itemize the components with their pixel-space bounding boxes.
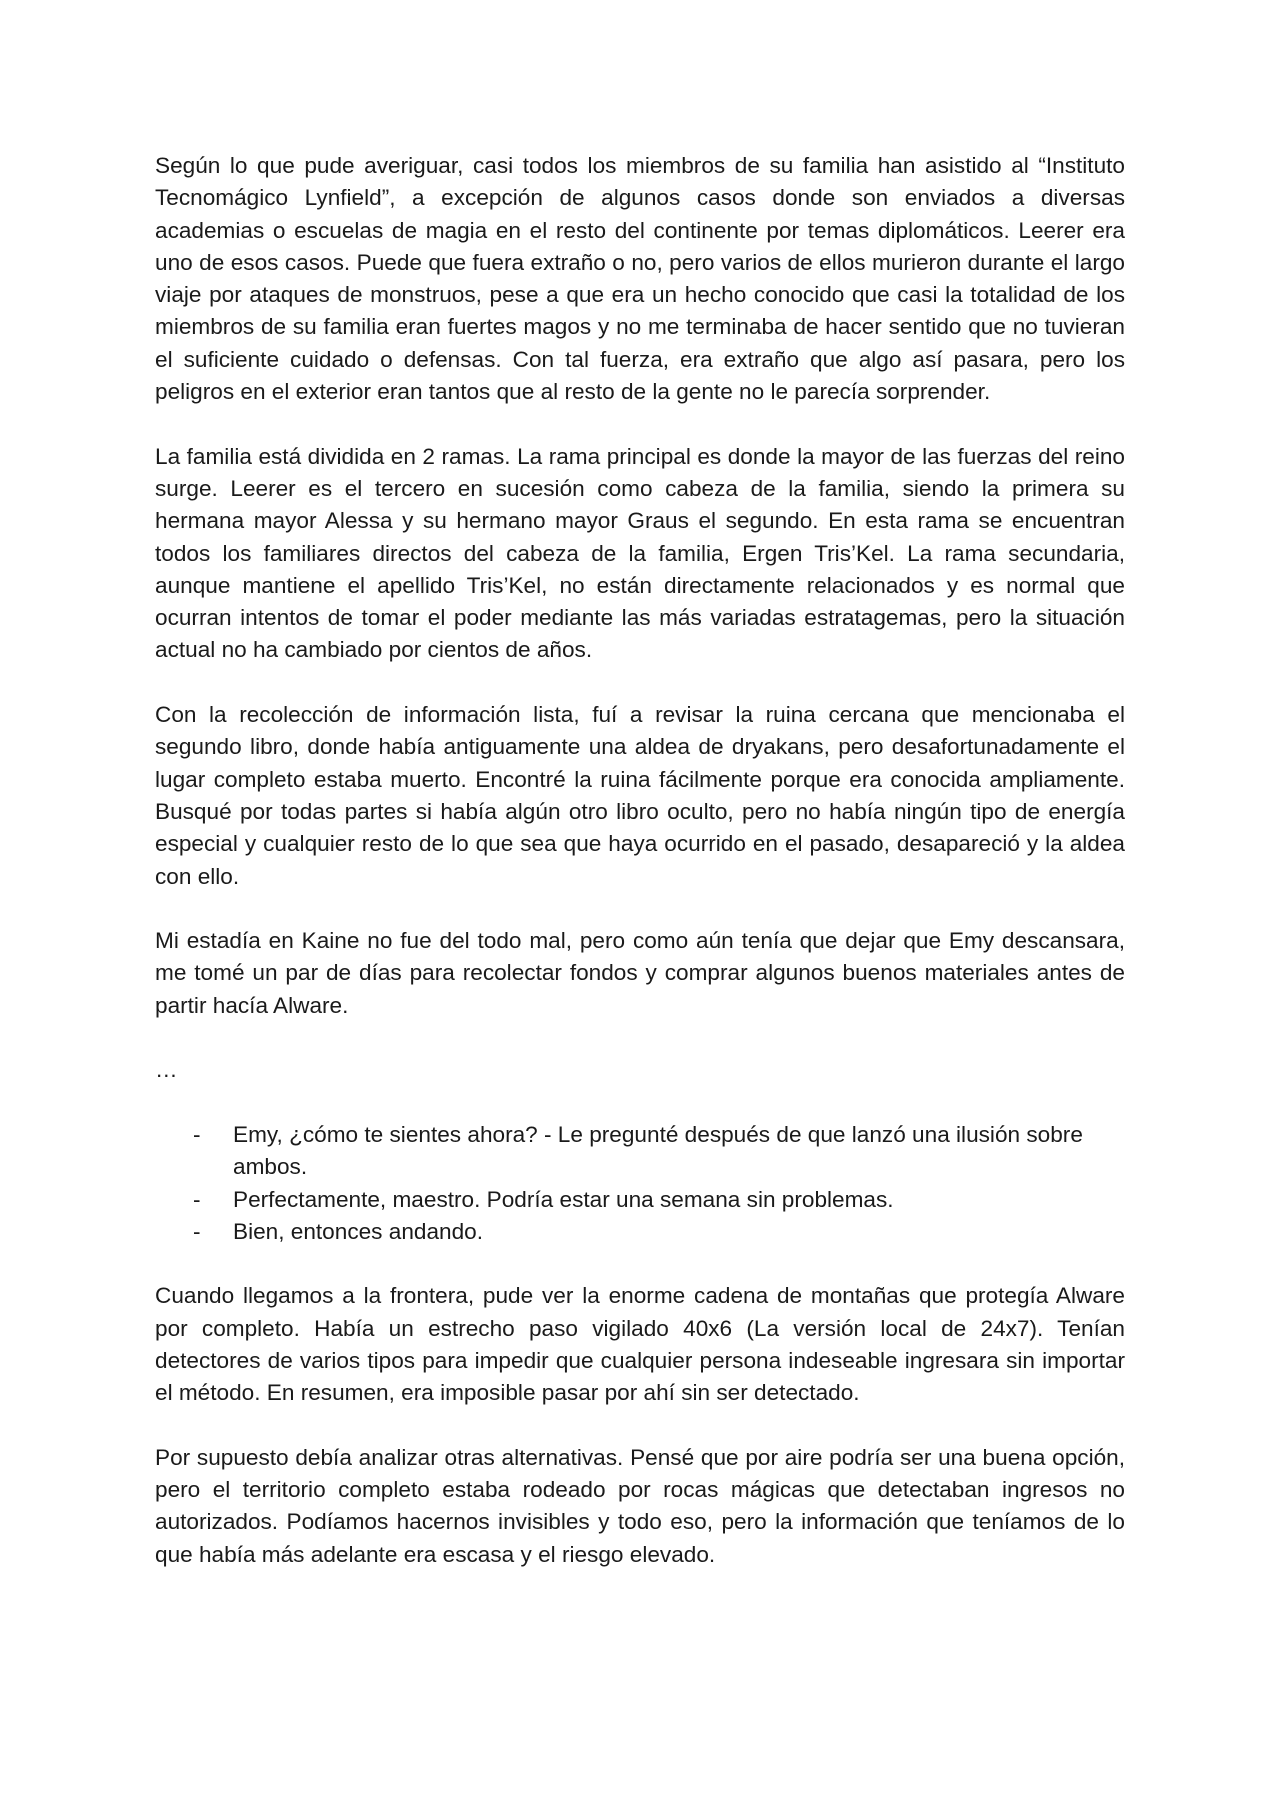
dialogue-text: Bien, entonces andando. (233, 1218, 483, 1244)
dialogue-dash: - (193, 1186, 201, 1212)
paragraph-6: Por supuesto debía analizar otras alternativas. Pensé que por aire podría ser una buena opción, pero el territorio completo estaba rodeado por rocas mágicas que detectaban ingresos no autorizados. Podíamos hacernos invisibles y todo eso, pero la información que teníamos de lo que había más adelante era escasa y el riesgo elevado. (155, 1444, 1125, 1567)
paragraph-3: Con la recolección de información lista, fuí a revisar la ruina cercana que mencionaba el segundo libro, donde había antiguamente una aldea de dryakans, pero desafortunadamente el lugar completo estaba muerto. Encontré la ruina fácilmente porque era conocida ampliamente. Busqué por todas partes si había algún otro libro oculto, pero no había ningún tipo de energía especial y cualquier resto de lo que sea que haya ocurrido en el pasado, desapareció y la aldea con ello. (155, 702, 1125, 889)
document-page (155, 150, 1125, 1571)
dialogue-text: Perfectamente, maestro. Podría estar una semana sin problemas. (233, 1186, 894, 1212)
dialogue-line (155, 1184, 1125, 1216)
paragraph-2: La familia está dividida en 2 ramas. La rama principal es donde la mayor de las fuerzas del reino surge. Leerer es el tercero en sucesión como cabeza de la familia, siendo la primera su hermana mayor Alessa y su hermano mayor Graus el segundo. En esta rama se encuentran todos los familiares directos del cabeza de la familia, Ergen Tris’Kel. La rama secundaria, aunque mantiene el apellido Tris’Kel, no están directamente relacionados y es normal que ocurran intentos de tomar el poder mediante las más variadas estratagemas, pero la situación actual no ha cambiado por cientos de años. (155, 443, 1125, 663)
paragraph-4: Mi estadía en Kaine no fue del todo mal, pero como aún tenía que dejar que Emy descansara, me tomé un par de días para recolectar fondos y comprar algunos buenos materiales antes de partir hacía Alware. (155, 928, 1125, 1018)
dialogue-dash: - (193, 1121, 201, 1147)
dialogue-dash: - (193, 1218, 201, 1244)
scene-separator: … (155, 1057, 178, 1083)
dialogue-text: Emy, ¿cómo te sientes ahora? - Le pregunté después de que lanzó una ilusión sobre ambos. (233, 1121, 1083, 1180)
paragraph-5: Cuando llegamos a la frontera, pude ver la enorme cadena de montañas que protegía Alware por completo. Había un estrecho paso vigilado 40x6 (La versión local de 24x7). Tenían detectores de varios tipos para impedir que cualquier persona indeseable ingresara sin importar el método. En resumen, era imposible pasar por ahí sin ser detectado. (155, 1283, 1125, 1406)
dialogue-list (155, 1119, 1125, 1248)
dialogue-line (155, 1216, 1125, 1248)
dialogue-line (155, 1119, 1125, 1184)
paragraph-1: Según lo que pude averiguar, casi todos los miembros de su familia han asistido al “Instituto Tecnomágico Lynfield”, a excepción de algunos casos donde son enviados a diversas academias o escuelas de magia en el resto del continente por temas diplomáticos. Leerer era uno de esos casos. Puede que fuera extraño o no, pero varios de ellos murieron durante el largo viaje por ataques de monstruos, pese a que era un hecho conocido que casi la totalidad de los miembros de su familia eran fuertes magos y no me terminaba de hacer sentido que no tuvieran el suficiente cuidado o defensas. Con tal fuerza, era extraño que algo así pasara, pero los peligros en el exterior eran tantos que al resto de la gente no le parecía sorprender. (155, 153, 1125, 405)
